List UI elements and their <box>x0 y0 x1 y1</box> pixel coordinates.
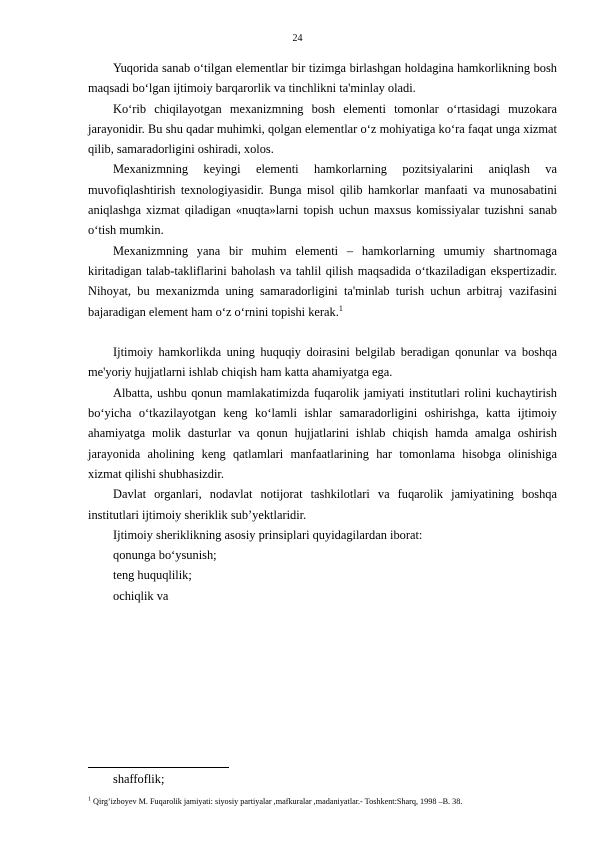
body-text <box>88 58 557 606</box>
paragraph-1: Yuqorida sanab o‘tilgan elementlar bir tizimga birlashgan holdagina hamkorlikning bosh maqsadi bo‘lgan ijtimoiy barqarorlik va tinchlikni ta'minlay oladi. <box>88 61 557 96</box>
paragraph-2: Ko‘rib chiqilayotgan mexanizmning bosh elementi tomonlar o‘rtasidagi muzokara jarayonidir. Bu shu qadar muhimki, qolgan elementlar o‘z mohiyatiga ko‘ra faqat unga xizmat qilib, samaradorligini oshiradi, xolos. <box>88 101 557 157</box>
paragraph-5: Ijtimoiy hamkorlikda uning huquqiy doirasini belgilab beradigan qonunlar va boshqa me'yoriy hujjatlarni ishlab chiqish ham katta ahamiyatga ega. <box>88 345 557 380</box>
footnote <box>88 797 557 807</box>
footnote-marker: 1 <box>88 796 91 803</box>
footnote-reference: 1 <box>338 303 343 313</box>
footnote-text: Qirg’izboyev M. Fuqarolik jamiyati: siyosiy partiyalar ,mafkuralar ,madaniyatlar.- Toshkent:Sharq, 1998 –B. 38. <box>93 797 463 806</box>
paragraph-3: Mexanizmning keyingi elementi hamkorlarning pozitsiyalarini aniqlash va muvofiqlashtirish texnologiyasidir. Bunga misol qilib hamkorlar manfaati va munosabatini aniqlashga xizmat qiladigan «nuqta»larni topish uchun maxsus komissiyalar tuzishni sanab o‘tish mumkin. <box>88 162 557 238</box>
paragraph-6: Albatta, ushbu qonun mamlakatimizda fuqarolik jamiyati institutlari rolini kuchaytirish bo‘yicha o‘tkazilayotgan keng ko‘lamli ishlar samaradorligini oshirishga, katta ijtimoiy ahamiyatga molik dasturlar va qonun hujjatlarini ishlab chiqish hamda amalga oshirish jarayonida aholining keng qatlamlari manfaatlarining har tomonlama hisobga olinishiga xizmat qilishi shubhasizdir. <box>88 385 557 481</box>
paragraph-4-text: Mexanizmning yana bir muhim elementi – hamkorlarning umumiy shartnomaga kiritadigan talab-takliflarini baholash va tahlil qilish maqsadida o‘tkaziladigan ekspertizadir. Nihoyat, bu mexanizmda uning samaradorligini ta'minlab turish uchun arbitraj vazifasini bajaradigan element ham o‘z o‘rnini topishi kerak. <box>88 243 557 319</box>
footnote-divider <box>88 767 229 768</box>
paragraph-7: Davlat organlari, nodavlat notijorat tashkilotlari va fuqarolik jamiyatining boshqa institutlari ijtimoiy sheriklik sub’yektlaridir. <box>88 487 557 522</box>
paragraph-4 <box>88 241 557 322</box>
list-item: ochiqlik va <box>113 588 169 603</box>
list-item: teng huquqlilik; <box>113 568 192 583</box>
list-item: shaffoflik; <box>113 772 165 786</box>
page-number: 24 <box>292 33 303 44</box>
paragraph-8: Ijtimoiy sheriklikning asosiy prinsiplari quyidagilardan iborat: <box>113 527 423 542</box>
list-item: qonunga bo‘ysunish; <box>113 548 217 563</box>
